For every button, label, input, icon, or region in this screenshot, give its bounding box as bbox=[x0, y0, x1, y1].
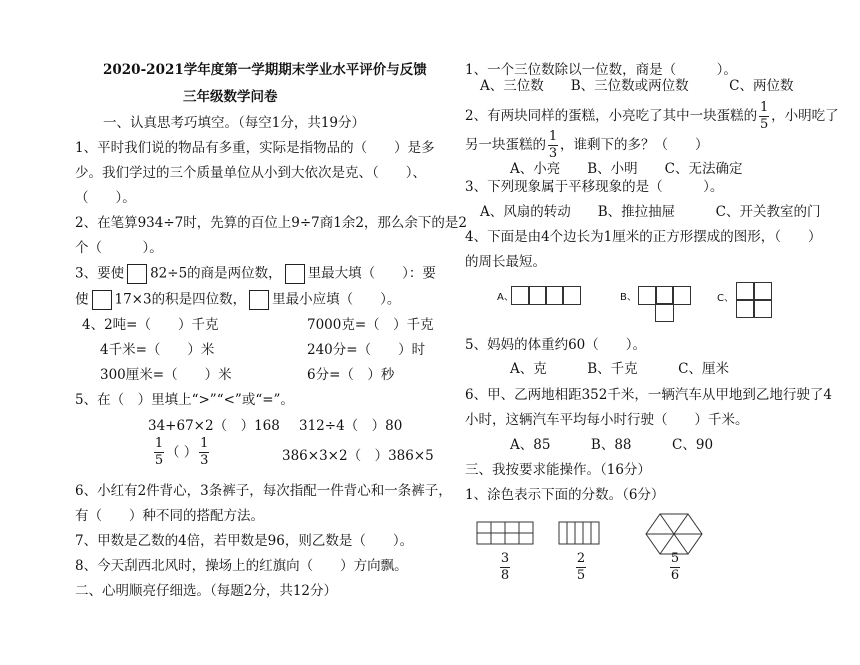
exam-subtitle: 三年级数学问卷 bbox=[183, 89, 278, 105]
q4-item4: 240分=（ ）时 bbox=[307, 342, 426, 358]
q5-item3 bbox=[152, 437, 211, 468]
fraction bbox=[670, 552, 680, 583]
q5-item2: 312÷4（ ）80 bbox=[299, 418, 403, 434]
fraction-numerator: 3 bbox=[500, 551, 510, 566]
hexagon-6-parts[interactable] bbox=[645, 513, 703, 555]
q3-line1-pre: 3、要使 bbox=[75, 265, 125, 282]
r2-line2-pre: 另一块蛋糕的 bbox=[465, 137, 546, 153]
fraction-label-3 bbox=[668, 552, 682, 583]
r6-line1: 6、甲、乙两地相距352千米，一辆汽车从甲地到乙地行驶了4 bbox=[465, 387, 832, 403]
r2-line1-post: ，小明吃了 bbox=[771, 108, 839, 124]
r4-line2: 的周长最短。 bbox=[465, 254, 546, 270]
q1-line3: （ ）。 bbox=[75, 190, 136, 206]
q4-item2: 7000克=（ ）千克 bbox=[307, 317, 434, 333]
fraction bbox=[759, 101, 769, 132]
figure-a-label: A、 bbox=[497, 292, 514, 303]
q5-item4: 386×3×2（ ）386×5 bbox=[282, 448, 434, 464]
q1-line2: 少。我们学过的三个质量单位从小到大依次是克、（ ）、 bbox=[75, 165, 426, 181]
q4-item3: 4千米=（ ）米 bbox=[100, 342, 215, 358]
s3-q1: 1、涂色表示下面的分数。（6分） bbox=[465, 487, 665, 503]
fraction-denominator: 5 bbox=[154, 453, 164, 468]
r6-line2: 小时，这辆汽车平均每小时行驶（ ）千米。 bbox=[465, 412, 749, 428]
fraction-denominator: 5 bbox=[576, 568, 586, 583]
q6-line1: 6、小红有2件背心，3条裤子，每次指配一件背心和一条裤子， bbox=[75, 483, 452, 499]
q7: 7、甲数是乙数的4倍，若甲数是96，则乙数是（ ）。 bbox=[75, 533, 414, 549]
r2-options: A、小亮 B、小明 C、无法确定 bbox=[510, 161, 743, 177]
fraction-denominator: 6 bbox=[670, 568, 680, 583]
q3-line1 bbox=[75, 264, 436, 284]
q3-line1-mid: 82÷5的商是两位数， bbox=[150, 265, 282, 282]
q4-item1: 4、2吨=（ ）千克 bbox=[82, 317, 219, 333]
r2-line1 bbox=[465, 101, 839, 132]
q5-item1: 34+67×2（ ）168 bbox=[148, 418, 280, 434]
answer-box[interactable] bbox=[127, 264, 147, 284]
fraction bbox=[500, 552, 510, 583]
r2-line2-post: ，谁剩下的多？（ ） bbox=[560, 137, 709, 153]
r6-options: A、85 B、88 C、90 bbox=[510, 437, 714, 453]
figure-c-label: C、 bbox=[717, 293, 734, 304]
fraction-numerator: 2 bbox=[576, 551, 586, 566]
fraction-denominator: 8 bbox=[500, 568, 510, 583]
r4-line1: 4、下面是由4个边长为1厘米的正方形摆成的图形，（ ） bbox=[465, 229, 822, 245]
compare-blank: （ ） bbox=[166, 444, 198, 461]
q2-line2: 个（ ）。 bbox=[75, 240, 163, 256]
q3-line2-mid: 17×3的积是四位数， bbox=[114, 291, 247, 308]
q3-line2-post: 里最小应填（ ）。 bbox=[272, 291, 401, 308]
rect-8-parts[interactable] bbox=[476, 521, 534, 545]
fraction-numerator: 1 bbox=[200, 436, 209, 451]
q4-item6: 6分=（ ）秒 bbox=[307, 367, 395, 383]
r2-line2 bbox=[465, 130, 709, 161]
answer-box[interactable] bbox=[92, 290, 112, 310]
q2-line1: 2、在笔算934÷7时，先算的百位上9÷7商1余2，那么余下的是2 bbox=[75, 215, 468, 231]
q3-line2-pre: 使 bbox=[75, 291, 89, 308]
figure-b-label: B、 bbox=[620, 292, 637, 303]
r1: 1、一个三位数除以一位数，商是（ ）。 bbox=[465, 62, 737, 78]
section-3-heading: 三、我按要求能操作。（16分） bbox=[465, 462, 651, 478]
q1-line1: 1、平时我们说的物品有多重，实际是指物品的（ ）是多 bbox=[75, 140, 435, 156]
fraction-label-2 bbox=[574, 552, 588, 583]
fraction bbox=[576, 552, 586, 583]
r5: 5、妈妈的体重约60（ ）。 bbox=[465, 337, 647, 353]
figure-c-shape bbox=[736, 282, 772, 318]
fraction-numerator: 1 bbox=[759, 100, 769, 115]
rect-5-parts[interactable] bbox=[558, 521, 600, 545]
fraction-numerator: 1 bbox=[548, 129, 558, 144]
q5-heading: 5、在（ ）里填上“>”“<”或“=”。 bbox=[75, 392, 294, 408]
fraction-numerator: 1 bbox=[154, 436, 164, 451]
r2-line1-pre: 2、有两块同样的蛋糕，小亮吃了其中一块蛋糕的 bbox=[465, 108, 758, 124]
r3-options: A、风扇的转动 B、推拉抽屉 C、开关教室的门 bbox=[480, 204, 821, 220]
r1-options: A、三位数 B、三位数或两位数 C、两位数 bbox=[480, 78, 794, 94]
q3-line1-post: 里最大填（ ）：要 bbox=[307, 265, 436, 282]
figure-b-shape bbox=[638, 286, 690, 324]
r5-options: A、克 B、千克 C、厘米 bbox=[510, 361, 729, 377]
figure-a-shape bbox=[511, 286, 581, 305]
section-1-heading: 一、认真思考巧填空。（每空1分，共19分） bbox=[103, 115, 366, 131]
fraction bbox=[154, 437, 164, 468]
section-2-heading: 二、心明顺亮仔细选。（每题2分，共12分） bbox=[75, 583, 338, 599]
q4-item5: 300厘米=（ ）米 bbox=[100, 367, 232, 383]
fraction-denominator: 3 bbox=[548, 146, 558, 161]
r3: 3、下列现象属于平移现象的是（ ）。 bbox=[465, 179, 724, 195]
fraction-numerator: 5 bbox=[670, 551, 680, 566]
q6-line2: 有（ ）种不同的搭配方法。 bbox=[75, 508, 264, 524]
answer-box[interactable] bbox=[285, 264, 305, 284]
exam-title: 2020-2021学年度第一学期期末学业水平评价与反馈 bbox=[103, 62, 427, 78]
answer-box[interactable] bbox=[249, 290, 269, 310]
fraction-denominator: 5 bbox=[759, 117, 769, 132]
fraction bbox=[548, 130, 558, 161]
fraction-label-1 bbox=[498, 552, 512, 583]
q3-line2 bbox=[75, 290, 400, 310]
q8: 8、今天刮西北风时，操场上的红旗向（ ）方向飘。 bbox=[75, 558, 408, 574]
fraction bbox=[199, 437, 209, 468]
fraction-denominator: 3 bbox=[200, 453, 209, 468]
